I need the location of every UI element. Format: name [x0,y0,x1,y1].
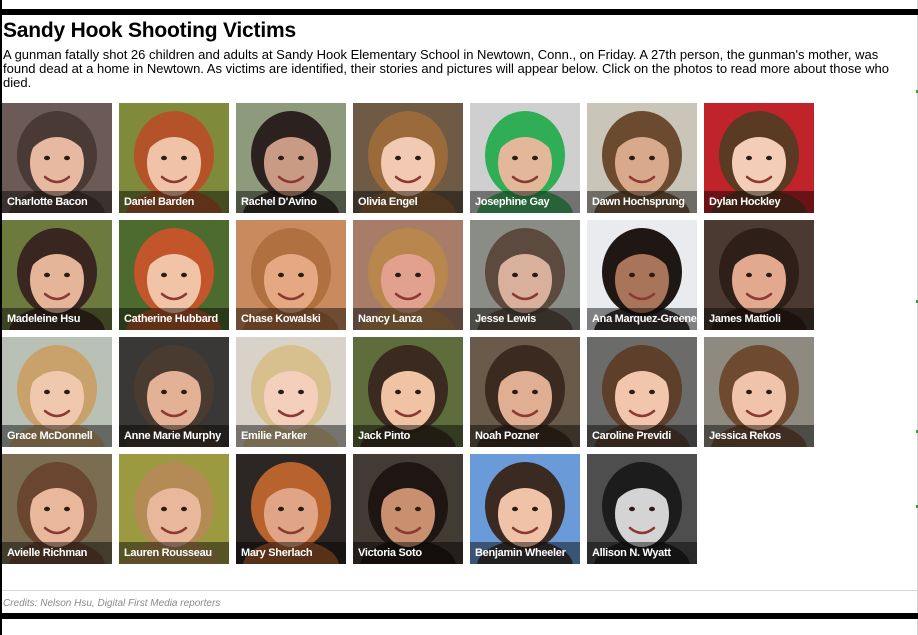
victim-photo-link[interactable] [119,454,229,564]
victim-name: Catherine Hubbard [124,313,218,325]
victim-name-caption [2,542,112,564]
victim-photo-link[interactable] [587,337,697,447]
victim-name-caption [704,425,814,447]
victim-photo-link[interactable] [353,454,463,564]
victim-photo-link[interactable] [2,103,112,213]
victim-photo-link[interactable] [587,220,697,330]
victim-name-caption [587,542,697,564]
victim-photo-link[interactable] [587,103,697,213]
victim-photo-link[interactable] [470,337,580,447]
victim-name-caption [704,308,814,330]
victim-name: Dylan Hockley [709,196,781,208]
victim-name-caption [704,191,814,213]
victim-name-caption [353,308,463,330]
victim-name: Jesse Lewis [475,313,536,325]
victim-name: Charlotte Bacon [7,196,88,208]
victim-name: Lauren Rousseau [124,547,212,559]
victim-name-caption [236,542,346,564]
victim-photo-link[interactable] [353,337,463,447]
victim-name-caption [470,425,580,447]
victim-name-caption [2,191,112,213]
bottom-rule [0,613,918,619]
victim-name: Nancy Lanza [358,313,422,325]
victim-name: Victoria Soto [358,547,422,559]
victim-name-caption [119,425,229,447]
victim-name-caption [353,425,463,447]
victim-name: Rachel D'Avino [241,196,317,208]
victim-photo-link[interactable] [470,220,580,330]
credits-text: Credits: Nelson Hsu, Digital First Media reporters [3,598,221,609]
victim-name-caption [236,191,346,213]
victim-name-caption [470,191,580,213]
victim-name-caption [587,425,697,447]
top-rule [0,9,918,15]
victim-name: Olivia Engel [358,196,418,208]
victim-photo-link[interactable] [704,220,814,330]
victim-name-caption [236,425,346,447]
victim-name-caption [587,191,697,213]
victim-photo-link[interactable] [587,454,697,564]
victim-name: Josephine Gay [475,196,550,208]
victim-name: James Mattioli [709,313,781,325]
victim-name: Anne Marie Murphy [124,430,221,442]
victim-name-caption [2,308,112,330]
victim-photo-link[interactable] [236,103,346,213]
victim-name: Avielle Richman [7,547,88,559]
victim-photo-link[interactable] [470,103,580,213]
victim-name: Grace McDonnell [7,430,93,442]
victim-name: Madeleine Hsu [7,313,81,325]
victim-name: Jack Pinto [358,430,411,442]
victim-photo-link[interactable] [2,337,112,447]
victim-photo-grid [2,103,814,564]
victim-photo-link[interactable] [470,454,580,564]
victim-name-caption [353,191,463,213]
victim-photo-link[interactable] [2,220,112,330]
victim-photo-link[interactable] [353,220,463,330]
victim-name-caption [236,308,346,330]
victim-name-caption [119,191,229,213]
victim-photo-link[interactable] [236,337,346,447]
credits-divider [2,590,917,591]
victim-name-caption [587,308,697,330]
victim-name-caption [470,308,580,330]
victim-photo-link[interactable] [704,337,814,447]
victim-name: Benjamin Wheeler [475,547,566,559]
victim-name-caption [470,542,580,564]
victim-name-caption [2,425,112,447]
victim-photo-link[interactable] [704,103,814,213]
victim-photo-link[interactable] [119,337,229,447]
victim-photo-link[interactable] [119,103,229,213]
victim-name: Caroline Previdi [592,430,671,442]
victim-name: Noah Pozner [475,430,539,442]
victim-name: Emilie Parker [241,430,307,442]
victim-name: Mary Sherlach [241,547,313,559]
victim-name-caption [119,542,229,564]
victim-photo-link[interactable] [236,454,346,564]
victim-name: Allison N. Wyatt [592,547,671,559]
victim-name: Jessica Rekos [709,430,781,442]
victim-photo-link[interactable] [353,103,463,213]
victim-name: Ana Marquez-Greene [592,313,697,325]
victim-photo-link[interactable] [119,220,229,330]
victim-name-caption [119,308,229,330]
victim-name: Chase Kowalski [241,313,321,325]
victim-photo-link[interactable] [2,454,112,564]
victim-photo-link[interactable] [236,220,346,330]
intro-paragraph: A gunman fatally shot 26 children and adults at Sandy Hook Elementary School in Newtown, Conn., on Friday. A 27th person, the gunman's mother, was found dead at a home in Newtown. As victims are identified, their stories and pictures will appear below. Click on the photos to read more about those who died. [3,47,889,90]
victim-name-caption [353,542,463,564]
victim-name: Daniel Barden [124,196,195,208]
page-title: Sandy Hook Shooting Victims [3,19,296,42]
victim-name: Dawn Hochsprung [592,196,685,208]
